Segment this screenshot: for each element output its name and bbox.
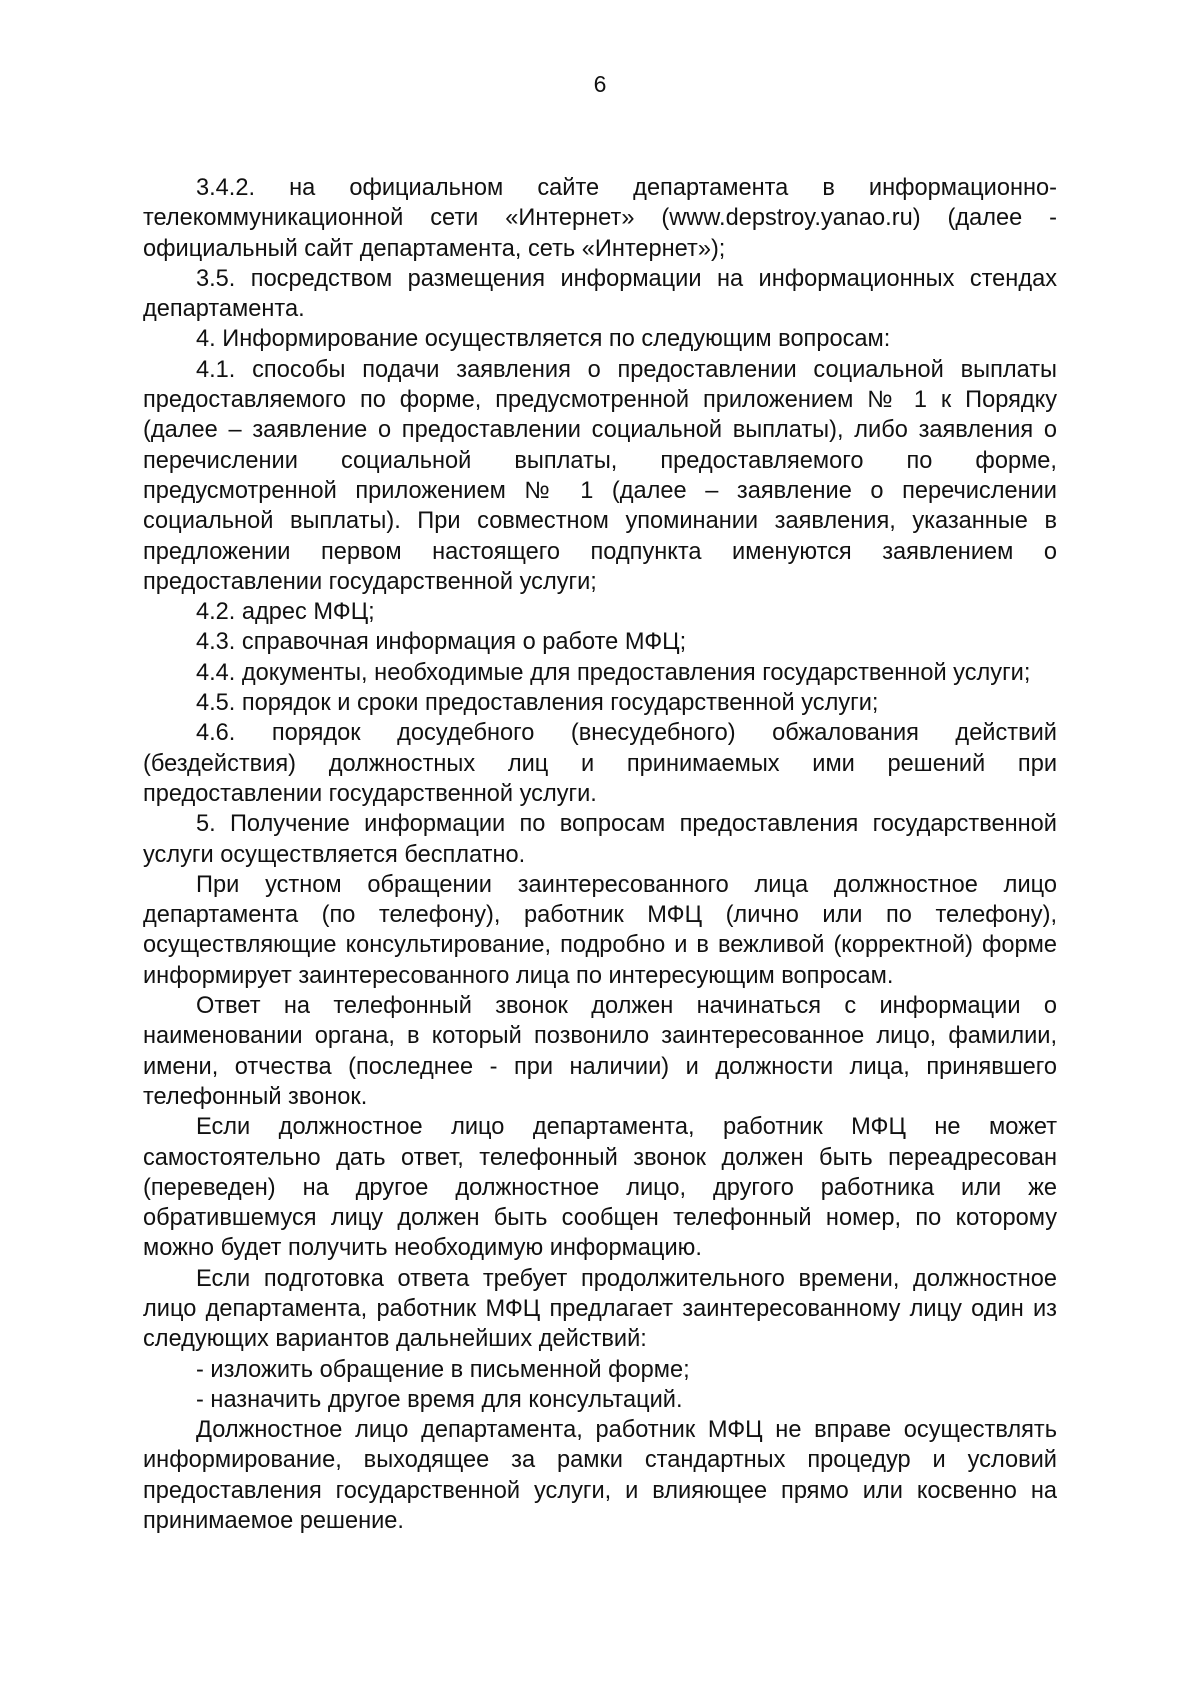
paragraph-4-6: 4.6. порядок досудебного (внесудебного) обжалования действий (бездействия) должностных лиц и принимаемых ими решений при предоставлении государственной услуги. <box>143 720 1057 807</box>
paragraph-long-answer: Если подготовка ответа требует продолжительного времени, должностное лицо департамента, работник МФЦ предлагает заинтересованному лицу один из следующих вариантов дальнейших действий: <box>143 1265 1057 1353</box>
list-item-written-form: - изложить обращение в письменной форме; <box>196 1356 690 1383</box>
paragraph-5: 5. Получение информации по вопросам предоставления государственной услуги осуществляется бесплатно. <box>143 811 1057 868</box>
paragraph-redirect-call: Если должностное лицо департамента, работник МФЦ не может самостоятельно дать ответ, телефонный звонок должен быть переадресован (переведен) на другое должностное лицо, другого работника или же обратившемуся лицу должен быть сообщен телефонный номер, по которому можно будет получить необходимую информацию. <box>143 1114 1057 1262</box>
paragraph-4-1: 4.1. способы подачи заявления о предоставлении социальной выплаты предоставляемого по форме, предусмотренной приложением № 1 к Порядку (далее – заявление о предоставлении социальной выплаты), либо заявления о перечислении социальной выплаты, предоставляемого по форме, предусмотренной приложением № 1 (далее – заявление о перечислении социальной выплаты). При совместном упоминании заявления, указанные в предложении первом настоящего подпункта именуются заявлением о предоставлении государственной услуги; <box>143 356 1057 595</box>
paragraph-oral-request: При устном обращении заинтересованного лица должностное лицо департамента (по телефону), работник МФЦ (лично или по телефону), осуществляющие консультирование, подробно и в вежливой (корректной) форме информирует заинтересованного лица по интересующим вопросам. <box>143 871 1057 989</box>
paragraph-3-4-2: 3.4.2. на официальном сайте департамента в информационно-телекоммуникационной сети «Интернет» (www.depstroy.yanao.ru) (далее - официальный сайт департамента, сеть «Интернет»); <box>143 175 1057 262</box>
paragraph-4-2: 4.2. адрес МФЦ; <box>196 599 375 626</box>
paragraph-restriction: Должностное лицо департамента, работник МФЦ не вправе осуществлять информирование, выходящее за рамки стандартных процедур и условий предоставления государственной услуги, и влияющее прямо или косвенно на принимаемое решение. <box>143 1417 1057 1535</box>
document-body <box>143 173 1057 1536</box>
paragraph-3-5: 3.5. посредством размещения информации на информационных стендах департамента. <box>143 265 1057 323</box>
paragraph-4: 4. Информирование осуществляется по следующим вопросам: <box>196 326 891 353</box>
page-number: 6 <box>593 71 607 97</box>
paragraph-4-4: 4.4. документы, необходимые для предоставления государственной услуги; <box>196 659 1031 686</box>
paragraph-4-5: 4.5. порядок и сроки предоставления государственной услуги; <box>196 690 879 717</box>
paragraph-phone-answer: Ответ на телефонный звонок должен начинаться с информации о наименовании органа, в который позвонило заинтересованное лицо, фамилии, имени, отчества (последнее - при наличии) и должности лица, принявшего телефонный звонок. <box>143 993 1057 1110</box>
list-item-other-time: - назначить другое время для консультаций. <box>196 1386 683 1413</box>
paragraph-4-3: 4.3. справочная информация о работе МФЦ; <box>196 629 687 656</box>
